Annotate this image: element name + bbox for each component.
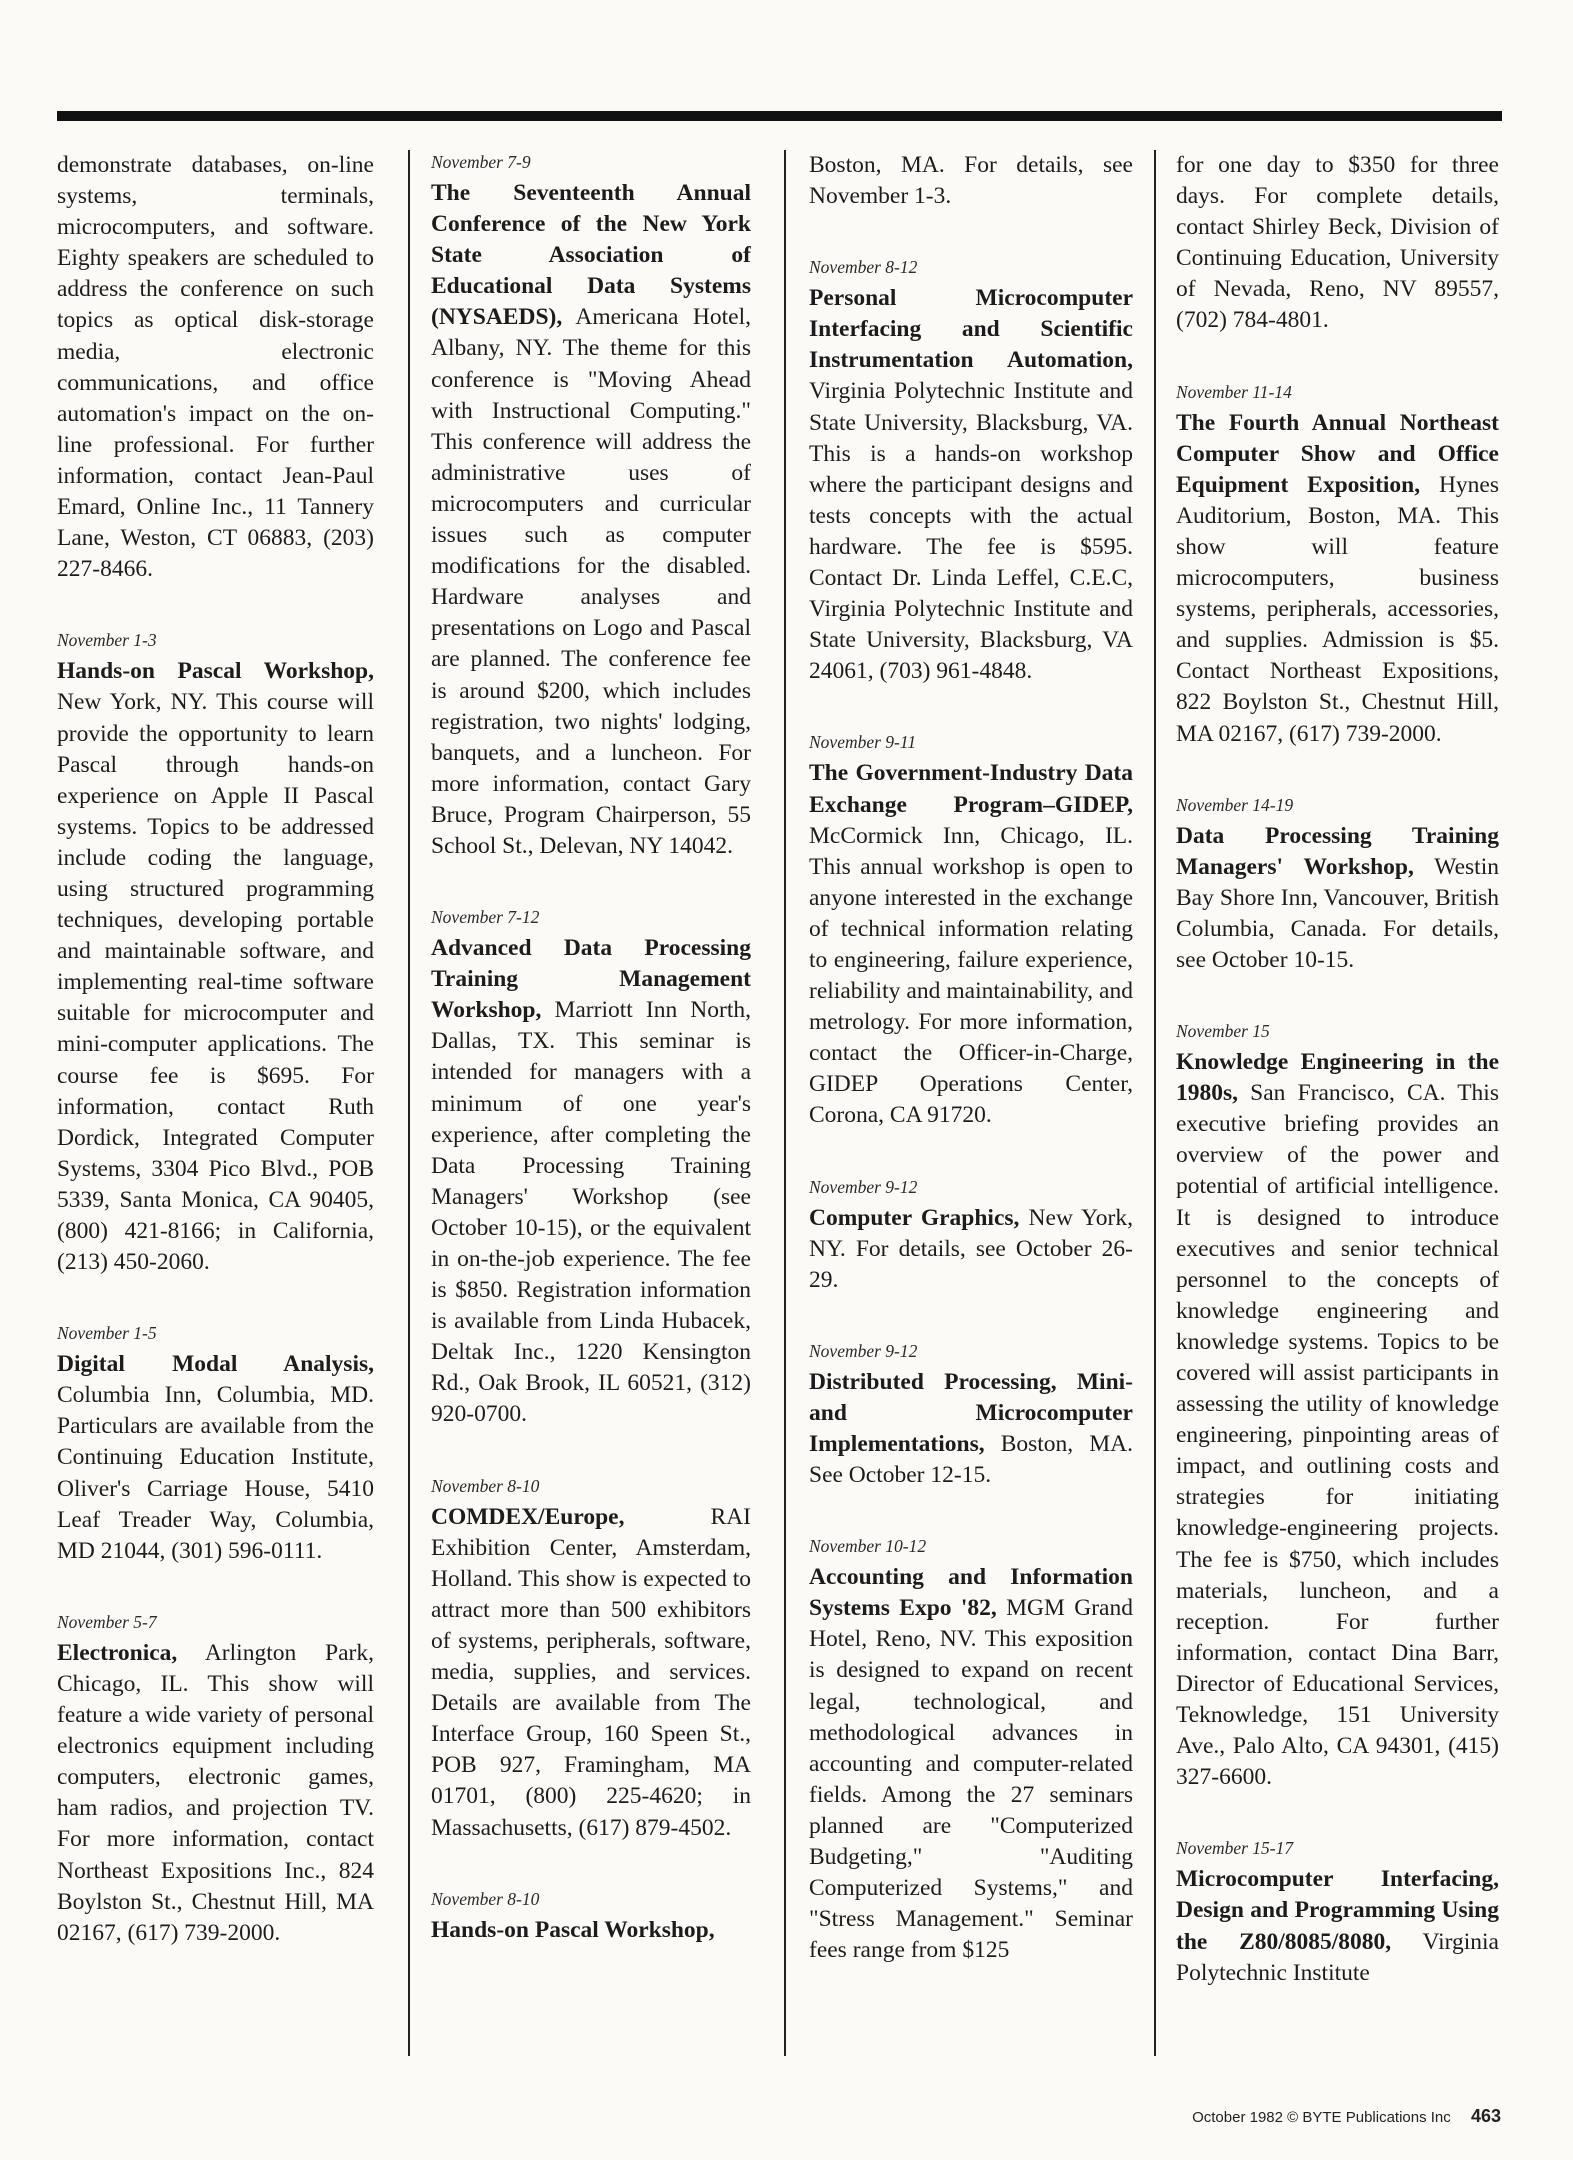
entry-title: Digital Modal Analysis, — [57, 1351, 374, 1378]
entry-date: November 8-10 — [431, 1888, 540, 1909]
calendar-entry — [1176, 380, 1499, 750]
calendar-entry — [1176, 1019, 1499, 1793]
calendar-entry — [431, 150, 751, 862]
entry-date: November 1-5 — [57, 1323, 157, 1344]
entry-date: November 1-3 — [57, 630, 157, 651]
entry-body: demonstrate databases, on-line systems, terminals, microcomputers, and software. Eighty speakers are scheduled to address the conference on such topics as optical disk-storage media, electronic communications, and office automation's impact on the on-line professional. For further information, contact Jean-Paul Emard, Online Inc., 11 Tannery Lane, Weston, CT 06883, (203) 227-8466. — [57, 152, 374, 583]
calendar-entry — [431, 1474, 751, 1844]
entry-title: Accounting and Information Systems Expo '82, — [809, 1564, 1133, 1622]
entry-body: Boston, MA. See October 12-15. — [809, 1431, 1133, 1489]
entry-title: Advanced Data Processing Training Management Workshop, — [431, 935, 751, 1024]
entry-body: Americana Hotel, Albany, NY. The theme for this conference is "Moving Ahead with Instructional Computing." This conference will address the administrative uses of microcomputers and curricular issues such as computer modifications for the disabled. Hardware analyses and presentations on Logo and Pascal are planned. The conference fee is around $200, which includes registration, two nights' lodging, banquets, and a luncheon. For more information, contact Gary Bruce, Program Chairperson, 55 School St., Delevan, NY 14042. — [431, 304, 751, 859]
entry-title: Hands-on Pascal Workshop, — [57, 658, 374, 685]
entry-title: Knowledge Engineering in the 1980s, — [1176, 1049, 1499, 1107]
entry-date: November 9-12 — [809, 1176, 918, 1197]
entry-body: Boston, MA. For details, see November 1-3. — [809, 152, 1133, 210]
entry-title: Distributed Processing, Mini- and Microcomputer Implementations, — [809, 1368, 1133, 1457]
entry-date: November 11-14 — [1176, 381, 1292, 402]
entry-date: November 15-17 — [1176, 1838, 1294, 1859]
entry-body: San Francisco, CA. This executive briefing provides an overview of the power and potential of artificial intelligence. It is designed to introduce executives and senior technical personnel to the concepts of knowledge engineering and knowledge systems. Topics to be covered will assist participants in assessing the utility of knowledge engineering, pinpointing areas of impact, and outlining costs and strategies for initiating knowledge-engineering projects. The fee is $750, which includes materials, luncheon, and a reception. For further information, contact Dina Barr, Director of Educational Services, Teknowledge, 151 University Ave., Palo Alto, CA 94301, (415) 327-6600. — [1176, 1080, 1499, 1791]
calendar-entry — [57, 628, 374, 1278]
entry-date: November 9-11 — [809, 732, 917, 753]
column-4 — [1176, 150, 1499, 2065]
entry-title: COMDEX/Europe, — [431, 1503, 625, 1530]
calendar-entry — [809, 1534, 1133, 1966]
entry-title: The Seventeenth Annual Conference of the New York State Association of Educational Data Systems (NYSAEDS), — [431, 180, 751, 331]
footer-credit: October 1982 © BYTE Publications Inc — [1192, 2109, 1451, 2126]
entry-date: November 5-7 — [57, 1611, 157, 1632]
entry-body: Virginia Polytechnic Institute and State University, Blacksburg, VA. This is a hands-on workshop where the participant designs and tests concepts with the actual hardware. The fee is $595. Contact Dr. Linda Leffel, C.E.C, Virginia Polytechnic Institute and State University, Blacksburg, VA 24061, (703) 961-4848. — [809, 378, 1133, 685]
top-rule — [57, 111, 1502, 121]
entry-date: November 7-12 — [431, 907, 540, 928]
entry-title: Computer Graphics, — [809, 1204, 1020, 1231]
calendar-entry — [1176, 1836, 1499, 1988]
calendar-entry — [809, 150, 1133, 212]
calendar-entry — [809, 255, 1133, 687]
calendar-entry — [431, 1887, 751, 1946]
entry-body: RAI Exhibition Center, Amsterdam, Holland. This show is expected to attract more than 500 exhibitors of systems, peripherals, software, media, supplies, and services. Details are available from The Interface Group, 160 Speen St., POB 927, Framingham, MA 01701, (800) 225-4620; in Massachusetts, (617) 879-4502. — [431, 1503, 751, 1841]
entry-title: Hands-on Pascal Workshop, — [431, 1916, 715, 1943]
calendar-entry — [1176, 150, 1499, 337]
entry-date: November 10-12 — [809, 1536, 927, 1557]
entry-body: Virginia Polytechnic Institute — [1176, 1928, 1499, 1986]
entry-title: The Fourth Annual Northeast Computer Show and Office Equipment Exposition, — [1176, 409, 1499, 498]
entry-body: New York, NY. For details, see October 26-29. — [809, 1204, 1133, 1293]
calendar-entry — [57, 1610, 374, 1949]
entry-title: Microcomputer Interfacing, Design and Programming Using the Z80/8085/8080, — [1176, 1866, 1499, 1955]
column-3 — [809, 150, 1133, 2065]
column-2 — [431, 150, 751, 2065]
entry-date: November 14-19 — [1176, 794, 1294, 815]
entry-body: New York, NY. This course will provide the opportunity to learn Pascal through hands-on experience on Apple II Pascal systems. Topics to be addressed include coding the language, using structured programming techniques, developing portable and maintainable software, and implementing real-time software suitable for microcomputer and mini-computer applications. The course fee is $695. For information, contact Ruth Dordick, Integrated Computer Systems, 3304 Pico Blvd., POB 5339, Santa Monica, CA 90405, (800) 421-8166; in California, (213) 450-2060. — [57, 689, 374, 1276]
entry-title: The Government-Industry Data Exchange Program–GIDEP, — [809, 760, 1133, 818]
column-divider — [408, 150, 410, 2056]
calendar-entry — [809, 1175, 1133, 1296]
column-divider — [1154, 150, 1156, 2056]
calendar-entry — [809, 1339, 1133, 1491]
entry-title: Data Processing Training Managers' Workshop, — [1176, 822, 1499, 880]
entry-body: Arlington Park, Chicago, IL. This show will feature a wide variety of personal electronics equipment including computers, electronic games, ham radios, and projection TV. For more information, contact Northeast Expositions Inc., 824 Boylston St., Chestnut Hill, MA 02167, (617) 739-2000. — [57, 1639, 374, 1946]
entry-body: for one day to $350 for three days. For complete details, contact Shirley Beck, Division of Continuing Education, University of Nevada, Reno, NV 89557, (702) 784-4801. — [1176, 152, 1499, 334]
entry-title: Electronica, — [57, 1639, 178, 1666]
column-divider — [784, 150, 786, 2056]
entry-body: Marriott Inn North, Dallas, TX. This seminar is intended for managers with a minimum of one year's experience, after completing the Data Processing Training Managers' Workshop (see October 10-15), or the equivalent in on-the-job experience. The fee is $850. Registration information is available from Linda Hubacek, Deltak Inc., 1220 Kensington Rd., Oak Brook, IL 60521, (312) 920-0700. — [431, 997, 751, 1428]
entry-body: Columbia Inn, Columbia, MD. Particulars are available from the Continuing Education Institute, Oliver's Carriage House, 5410 Leaf Treader Way, Columbia, MD 21044, (301) 596-0111. — [57, 1382, 374, 1564]
entry-body: Hynes Auditorium, Boston, MA. This show will feature microcomputers, business systems, peripherals, accessories, and supplies. Admission is $5. Contact Northeast Expositions, 822 Boylston St., Chestnut Hill, MA 02167, (617) 739-2000. — [1176, 471, 1499, 747]
entry-body: McCormick Inn, Chicago, IL. This annual workshop is open to anyone interested in the exchange of technical information relating to engineering, failure experience, reliability and maintainability, and metrology. For more information, contact the Officer-in-Charge, GIDEP Operations Center, Corona, CA 91720. — [809, 822, 1133, 1129]
entry-date: November 7-9 — [431, 152, 531, 172]
calendar-entry — [431, 905, 751, 1431]
entry-date: November 8-12 — [809, 257, 918, 278]
calendar-entry — [1176, 793, 1499, 976]
calendar-entry — [809, 730, 1133, 1131]
entry-body: MGM Grand Hotel, Reno, NV. This exposition is designed to expand on recent legal, technological, and methodological advances in accounting and computer-related fields. Among the 27 seminars planned are "Computerized Budgeting," "Auditing Computerized Systems," and "Stress Management." Seminar fees range from $125 — [809, 1595, 1133, 1964]
entry-title: Personal Microcomputer Interfacing and Scientific Instrumentation Automation, — [809, 285, 1133, 374]
page-number: 463 — [1470, 2106, 1501, 2126]
calendar-entry — [57, 1321, 374, 1567]
entry-date: November 9-12 — [809, 1340, 918, 1361]
entry-body: Westin Bay Shore Inn, Vancouver, British Columbia, Canada. For details, see October 10-15. — [1176, 853, 1499, 973]
calendar-entry — [57, 150, 374, 585]
entry-date: November 15 — [1176, 1021, 1270, 1042]
column-1 — [57, 150, 374, 2065]
entry-date: November 8-10 — [431, 1475, 540, 1496]
page-footer — [1192, 2106, 1501, 2127]
